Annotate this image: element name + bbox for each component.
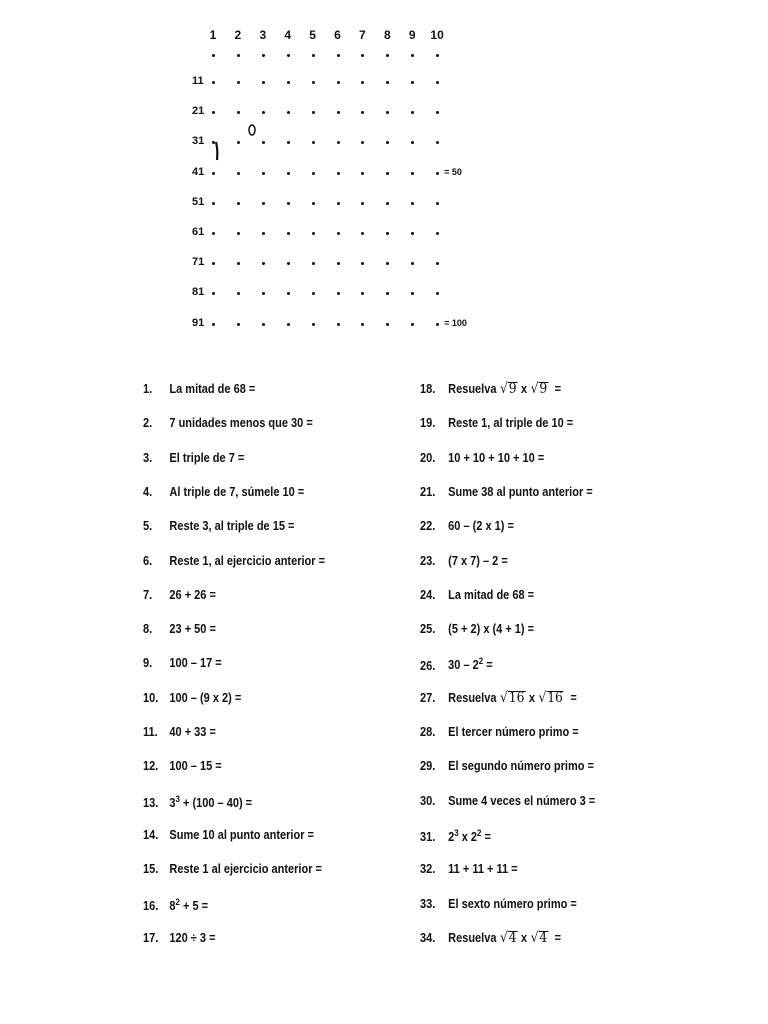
grid-dot [312, 172, 315, 175]
grid-dot [237, 323, 240, 326]
grid-dot [337, 81, 340, 84]
grid-dot [287, 323, 290, 326]
grid-dot [436, 172, 439, 175]
radical-icon: √ [499, 381, 508, 397]
exercise-number: 15. [143, 862, 159, 877]
grid-dot [337, 111, 340, 114]
grid-dot [411, 232, 414, 235]
grid-dot [337, 262, 340, 265]
exercise-text: Resuelva [448, 930, 497, 945]
exercise-number: 27. [420, 690, 436, 705]
radical-icon: √ [530, 929, 539, 946]
exercise-item [420, 897, 577, 911]
exercise-text: (7 x 7) – 2 = [448, 553, 508, 568]
exercise-item [420, 588, 534, 602]
grid-dot [237, 111, 240, 114]
exercise-text: El triple de 7 = [169, 450, 245, 465]
row-label: 71 [192, 256, 205, 269]
exercise-item [420, 862, 518, 876]
exercise-text: 60 – (2 x 1) = [448, 519, 514, 534]
radical-icon: √ [530, 381, 539, 397]
row-label: 91 [192, 316, 205, 329]
exercise-item [143, 382, 255, 396]
exercise-number: 30. [420, 793, 436, 808]
exercise-text: + (100 – 40) = [179, 795, 253, 810]
exercise-item [143, 622, 216, 636]
exercise-item [143, 862, 322, 876]
column-header: 4 [284, 28, 292, 42]
grid-dot [386, 232, 389, 235]
exercise-text: 8 [169, 898, 176, 913]
exercise-item [143, 451, 244, 465]
exercise-number: 19. [420, 416, 436, 431]
grid-dot [386, 81, 389, 84]
grid-dot [411, 54, 414, 57]
grid-dot [411, 262, 414, 265]
exercise-number: 28. [420, 725, 436, 739]
exercise-number: 4. [143, 484, 153, 499]
grid-dot [386, 54, 389, 57]
exponent: 3 [454, 827, 459, 838]
exercise-number: 33. [420, 896, 436, 911]
exercise-number: 34. [420, 930, 436, 945]
column-header: 7 [359, 28, 366, 42]
exercise-number: 25. [420, 622, 436, 637]
exercise-number: 5. [143, 519, 153, 534]
grid-dot [262, 54, 265, 57]
exercise-text: Sume 4 veces el número 3 = [448, 793, 596, 808]
exercise-text: 30 – 2 [448, 658, 479, 673]
exercise-item [143, 416, 313, 430]
exercise-number: 17. [143, 930, 159, 945]
grid-dot [212, 54, 215, 57]
exercise-number: 1. [143, 382, 153, 396]
row-label: 31 [192, 135, 205, 148]
grid-dot [287, 292, 290, 295]
grid-dot [436, 202, 439, 205]
exercise-number: 22. [420, 519, 436, 534]
exercise-text: 120 ÷ 3 = [169, 930, 216, 945]
square-root [500, 691, 525, 705]
radicand: 9 [508, 381, 517, 397]
grid-dot [262, 232, 265, 235]
exercise-text: Reste 3, al triple de 15 = [169, 519, 295, 534]
grid-dot [436, 81, 439, 84]
exercise-number: 31. [420, 830, 436, 845]
operator: x [520, 382, 528, 396]
grid-dot [287, 54, 290, 57]
grid-dot [212, 81, 215, 84]
grid-dot [361, 292, 364, 295]
row-label: 61 [192, 226, 205, 238]
exponent: 3 [175, 793, 180, 804]
square-root [531, 382, 548, 396]
column-header: 6 [334, 28, 341, 42]
row-label: 11 [192, 75, 204, 87]
exercise-number: 10. [143, 690, 159, 705]
exercise-number: 7. [143, 587, 153, 602]
exercise-number: 9. [143, 656, 153, 671]
grid-dot [212, 111, 215, 114]
exercise-text: 100 – 17 = [169, 656, 222, 671]
grid-dot [436, 262, 439, 265]
grid-dot [337, 292, 340, 295]
grid-dot [287, 81, 290, 84]
exercise-text: 40 + 33 = [169, 725, 216, 739]
grid-dot [212, 172, 215, 175]
exercise-number: 18. [420, 382, 436, 396]
grid-dot [312, 202, 315, 205]
grid-dot [312, 54, 315, 57]
grid-dot [287, 141, 290, 144]
exercise-item [420, 554, 508, 568]
exercise-item [143, 725, 216, 739]
exponent: 2 [477, 827, 482, 838]
grid-dot [237, 292, 240, 295]
exercise-text: El sexto número primo = [448, 896, 577, 911]
grid-dot [287, 262, 290, 265]
exercise-item [420, 725, 579, 739]
grid-dot [411, 81, 414, 84]
grid-dot [411, 141, 414, 144]
operator: x [528, 690, 535, 705]
grid-dot [361, 232, 364, 235]
operator: x [520, 930, 528, 945]
grid-dot [436, 111, 439, 114]
row-end-label: = 50 [444, 166, 462, 177]
exercise-number: 26. [420, 658, 436, 673]
grid-dot [212, 292, 215, 295]
exercise-item [420, 622, 534, 636]
grid-dot [411, 323, 414, 326]
equals: = [554, 930, 562, 945]
column-header: 3 [259, 28, 267, 42]
grid-dot [287, 172, 290, 175]
exercise-number: 3. [143, 450, 153, 465]
grid-dot [337, 141, 340, 144]
grid-dot [386, 323, 389, 326]
grid-dot [386, 111, 389, 114]
exercise-text: Resuelva [448, 382, 497, 396]
exercise-number: 14. [143, 827, 159, 842]
grid-dot [386, 202, 389, 205]
grid-dot [436, 232, 439, 235]
radicand: 4 [508, 929, 517, 946]
grid-dot [212, 323, 215, 326]
grid-dot [262, 172, 265, 175]
radicand: 16 [508, 689, 525, 706]
exercise-number: 8. [143, 622, 153, 637]
grid-dot [262, 262, 265, 265]
grid-dot [312, 81, 315, 84]
grid-dot [361, 202, 364, 205]
grid-dot [312, 292, 315, 295]
exercise-number: 29. [420, 759, 436, 774]
grid-dot [312, 111, 315, 114]
square-root [500, 931, 517, 945]
exercise-text: 2 [448, 830, 455, 845]
grid-dot [386, 262, 389, 265]
equals: = [554, 382, 562, 396]
exercise-item [420, 485, 593, 499]
exercise-item [143, 588, 216, 602]
exercise-item [420, 691, 577, 705]
exercise-item [143, 656, 222, 670]
exercise-item [420, 451, 544, 465]
exercise-text: 26 + 26 = [169, 587, 216, 602]
exercise-item [143, 485, 304, 499]
exercise-item [143, 897, 208, 913]
square-root [531, 931, 548, 945]
grid-dot [436, 141, 439, 144]
exercise-text: Reste 1 al ejercicio anterior = [169, 862, 322, 877]
grid-dot [411, 172, 414, 175]
radical-icon: √ [538, 689, 547, 706]
radicand: 4 [539, 929, 548, 946]
grid-dot [361, 54, 364, 57]
column-header: 10 [430, 28, 444, 42]
exercise-text: (5 + 2) x (4 + 1) = [448, 622, 535, 637]
grid-dot [262, 202, 265, 205]
exercise-item [420, 656, 493, 672]
grid-dot [237, 202, 240, 205]
exercise-item [420, 416, 573, 430]
exercise-item [420, 794, 595, 808]
grid-dot [237, 54, 240, 57]
exercise-text: Reste 1, al ejercicio anterior = [169, 553, 326, 568]
exercise-text: Reste 1, al triple de 10 = [448, 416, 574, 431]
exercise-item [420, 931, 561, 945]
grid-dot [237, 81, 240, 84]
dot-grid [0, 0, 768, 360]
column-header: 1 [209, 28, 217, 42]
column-header: 9 [408, 28, 416, 42]
exercise-text: = [481, 830, 491, 845]
square-root [538, 691, 563, 705]
radicand: 16 [547, 689, 563, 706]
exercise-item [143, 759, 222, 773]
grid-dot [337, 323, 340, 326]
grid-dot [287, 111, 290, 114]
equals: = [570, 690, 577, 705]
exercise-item [143, 794, 252, 810]
exercise-text: 100 – 15 = [169, 759, 222, 774]
grid-dot [436, 323, 439, 326]
exercise-text: 100 – (9 x 2) = [169, 690, 242, 705]
exercise-text: 10 + 10 + 10 + 10 = [448, 450, 545, 465]
grid-dot [312, 262, 315, 265]
exercise-item [420, 828, 491, 844]
grid-dot [361, 262, 364, 265]
grid-dot [361, 323, 364, 326]
grid-dot [312, 141, 315, 144]
row-label: 51 [192, 195, 205, 208]
grid-dot [262, 111, 265, 114]
row-label: 21 [192, 105, 205, 118]
grid-dot [262, 81, 265, 84]
exercise-text: El tercer número primo = [448, 725, 579, 739]
exercise-text: x 2 [458, 830, 478, 845]
grid-dot [337, 172, 340, 175]
grid-dot [212, 232, 215, 235]
grid-dot [237, 232, 240, 235]
column-header: 2 [234, 28, 242, 42]
grid-dot [361, 111, 364, 114]
exercise-number: 16. [143, 898, 159, 913]
row-label: 81 [192, 286, 205, 299]
exercise-number: 13. [143, 795, 159, 810]
exercise-number: 21. [420, 484, 436, 499]
grid-dot [361, 172, 364, 175]
grid-dot [312, 232, 315, 235]
grid-dot [287, 202, 290, 205]
exercise-text: = [483, 658, 493, 673]
grid-dot [237, 262, 240, 265]
grid-dot [262, 323, 265, 326]
exercise-number: 6. [143, 553, 153, 568]
exercise-number: 2. [143, 416, 153, 431]
grid-dot [436, 54, 439, 57]
exercise-item [143, 828, 314, 842]
exercise-number: 32. [420, 862, 436, 877]
exercise-number: 23. [420, 553, 436, 568]
exercise-text: Sume 10 al punto anterior = [169, 827, 314, 842]
exercise-text: 23 + 50 = [169, 622, 216, 637]
column-header: 5 [309, 28, 316, 42]
exercise-item [420, 759, 594, 773]
grid-dot [337, 54, 340, 57]
exercise-text: La mitad de 68 = [448, 587, 535, 602]
exercise-text: Sume 38 al punto anterior = [448, 484, 593, 499]
grid-dot [312, 323, 315, 326]
row-end-label: = 100 [444, 317, 467, 328]
grid-dot [212, 262, 215, 265]
exercise-text: 11 + 11 + 11 = [448, 862, 518, 877]
exercise-text: El segundo número primo = [448, 759, 594, 774]
grid-dot [411, 111, 414, 114]
exercise-item [143, 519, 294, 533]
grid-dot [337, 232, 340, 235]
square-root [500, 382, 517, 396]
exercise-text: 3 [169, 795, 176, 810]
exercise-number: 24. [420, 587, 436, 602]
exercise-text: Resuelva [448, 690, 497, 705]
grid-dot [337, 202, 340, 205]
grid-dot [386, 141, 389, 144]
radicand: 9 [539, 381, 548, 397]
grid-dot [287, 232, 290, 235]
exercise-text: 7 unidades menos que 30 = [169, 416, 313, 431]
exercise-text: + 5 = [179, 898, 209, 913]
row-label: 41 [192, 165, 205, 178]
radical-icon: √ [499, 689, 508, 706]
exponent: 2 [175, 896, 180, 907]
exercise-text: Al triple de 7, súmele 10 = [169, 484, 305, 499]
grid-dot [411, 202, 414, 205]
grid-dot [262, 292, 265, 295]
grid-dot [436, 292, 439, 295]
grid-dot [386, 172, 389, 175]
exercise-number: 20. [420, 450, 436, 465]
pencil-mark-icon [205, 118, 265, 168]
exercise-item [143, 691, 241, 705]
exercise-item [420, 382, 561, 396]
exercise-number: 11. [143, 725, 158, 739]
grid-dot [411, 292, 414, 295]
grid-dot [361, 81, 364, 84]
exercise-text: La mitad de 68 = [169, 382, 256, 396]
grid-dot [237, 172, 240, 175]
grid-dot [386, 292, 389, 295]
exercise-number: 12. [143, 759, 159, 774]
exercise-item [143, 931, 216, 945]
exercise-item [143, 554, 325, 568]
column-header: 8 [383, 28, 391, 42]
exercise-item [420, 519, 514, 533]
grid-dot [361, 141, 364, 144]
radical-icon: √ [499, 929, 508, 946]
exponent: 2 [478, 656, 484, 667]
grid-dot [212, 202, 215, 205]
